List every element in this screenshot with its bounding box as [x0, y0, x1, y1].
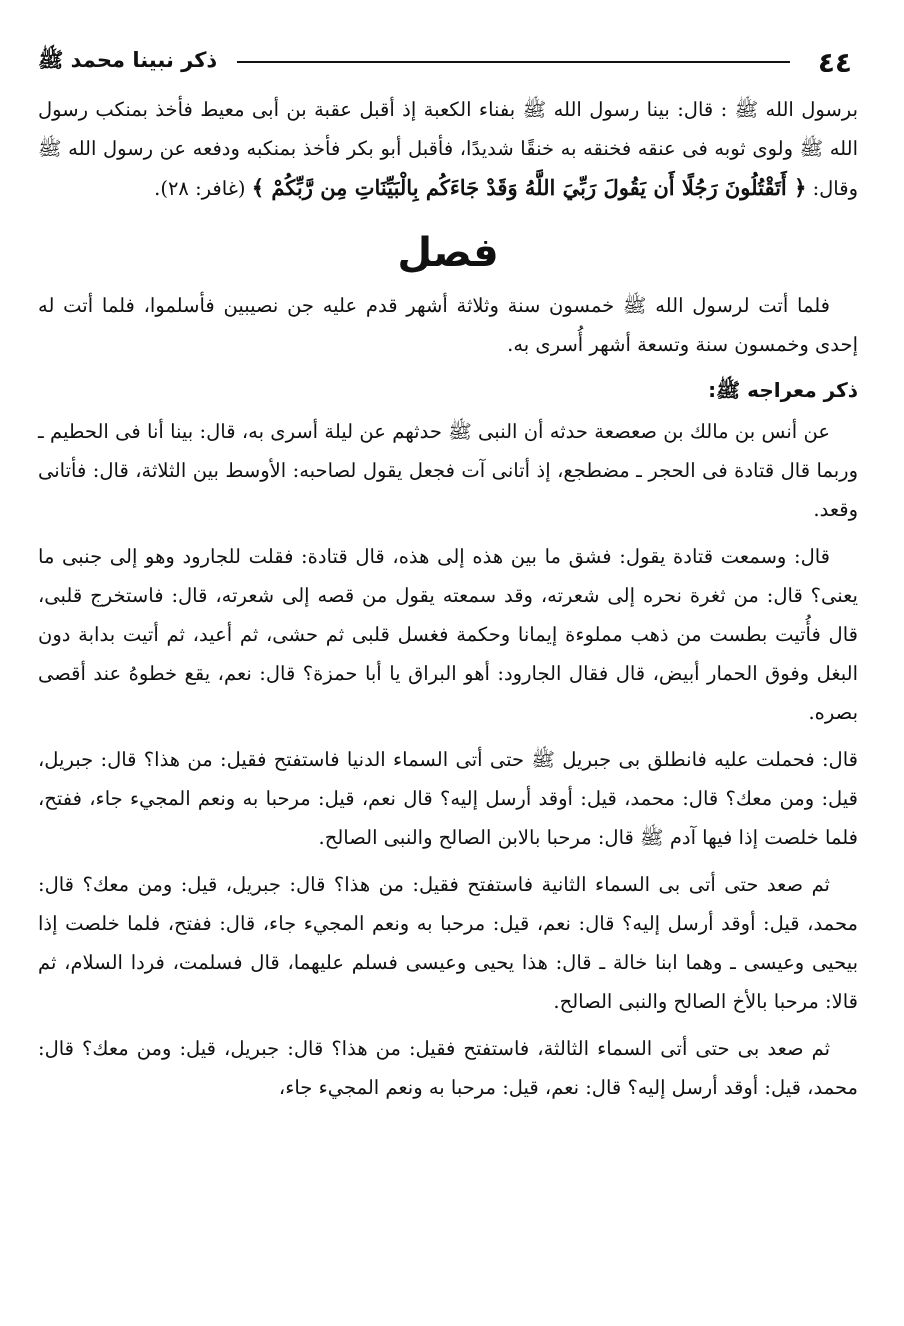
paragraph: فلما أتت لرسول الله ﷺ خمسون سنة وثلاثة أشهر قدم عليه جن نصيبين فأسلموا، فلما أتت له إحدى وخمسون سنة وتسعة أشهر أُسرى به.: [38, 294, 858, 356]
page-body: [38, 90, 858, 1115]
running-header: [38, 40, 852, 84]
paragraph-text: برسول الله ﷺ : قال: بينا رسول الله ﷺ بفناء الكعبة إذ أقبل عقبة بن أبى معيط فأخذ بمنكب رسول الله ﷺ ولوى ثوبه فى عنقه فخنقه به خنقًا شديدًا، فأقبل أبو بكر فأخذ بمنكبه ودفعه عن رسول الله ﷺ وقال:: [38, 98, 858, 200]
paragraph-continuation: [38, 90, 858, 208]
section-heading: فصل: [397, 230, 499, 276]
verse-reference: (غافر: ٢٨).: [154, 177, 252, 200]
paragraph: ثم صعد بى حتى أتى السماء الثالثة، فاستفتح فقيل: من هذا؟ قال: جبريل، قيل: ومن معك؟ قال: محمد، قيل: أوقد أرسل إليه؟ قال: نعم، قيل: مرحبا به ونعم المجيء جاء،: [38, 1037, 858, 1099]
paragraph: قال: وسمعت قتادة يقول: فشق ما بين هذه إلى هذه، قال قتادة: فقلت للجارود وهو إلى جنبى ما يعنى؟ قال: من ثغرة نحره إلى شعرته، وقد سمعته يقول من قصه إلى شعرته، قال: فاستخرج قلبى، قال فأُتيت بطست من ذهب مملوءة إيمانا وحكمة فغسل قلبى ثم حشى، ثم أعيد، ثم أتيت بدابة دون البغل وفوق الحمار أبيض، قال فقال الجارود: أهو البراق يا أبا حمزة؟ قال: نعم، يقع خطوهُ عند أقصى بصره.: [38, 545, 858, 724]
paragraph: ثم صعد حتى أتى بى السماء الثانية فاستفتح فقيل: من هذا؟ قال: جبريل، قيل: ومن معك؟ قال: محمد، قيل: أوقد أرسل إليه؟ قال: نعم، قيل: مرحبا به ونعم المجيء جاء، قال: ففتح، فلما خلصت إذا بيحيى وعيسى ـ وهما ابنا خالة ـ قال: هذا يحيى وعيسى فسلم عليهما، قال فسلمت، فردا السلام، ثم قالا: مرحبا بالأخ الصالح والنبى الصالح.: [38, 873, 858, 1013]
quran-verse: ﴿ أَتَقْتُلُونَ رَجُلًا أَن يَقُولَ رَبِّيَ اللَّهُ وَقَدْ جَاءَكُم بِالْبَيِّنَاتِ مِن رَّبِّكُمْ ﴾: [251, 175, 807, 200]
subheading: ذكر معراجه ﷺ:: [708, 378, 858, 402]
page-number: ٤٤: [817, 45, 852, 79]
running-title: ذكر نبينا محمد ﷺ: [38, 47, 218, 72]
header-rule: [237, 61, 790, 63]
paragraph: عن أنس بن مالك بن صعصعة حدثه أن النبى ﷺ حدثهم عن ليلة أسرى به، قال: بينا أنا فى الحطيم ـ وربما قال قتادة فى الحجر ـ مضطجع، إذ أتانى آت فجعل يقول لصاحبه: الأوسط بين الثلاثة، قال: فأتانى وقعد.: [38, 420, 858, 521]
paragraph: قال: فحملت عليه فانطلق بى جبريل ﷺ حتى أتى السماء الدنيا فاستفتح فقيل: من هذا؟ قال: جبريل، قيل: ومن معك؟ قال: محمد، قيل: أوقد أرسل إليه؟ قال نعم، قيل: مرحبا به ونعم المجيء جاء، ففتح، فلما خلصت إذا فيها آدم ﷺ قال: مرحبا بالابن الصالح والنبى الصالح.: [38, 748, 858, 849]
